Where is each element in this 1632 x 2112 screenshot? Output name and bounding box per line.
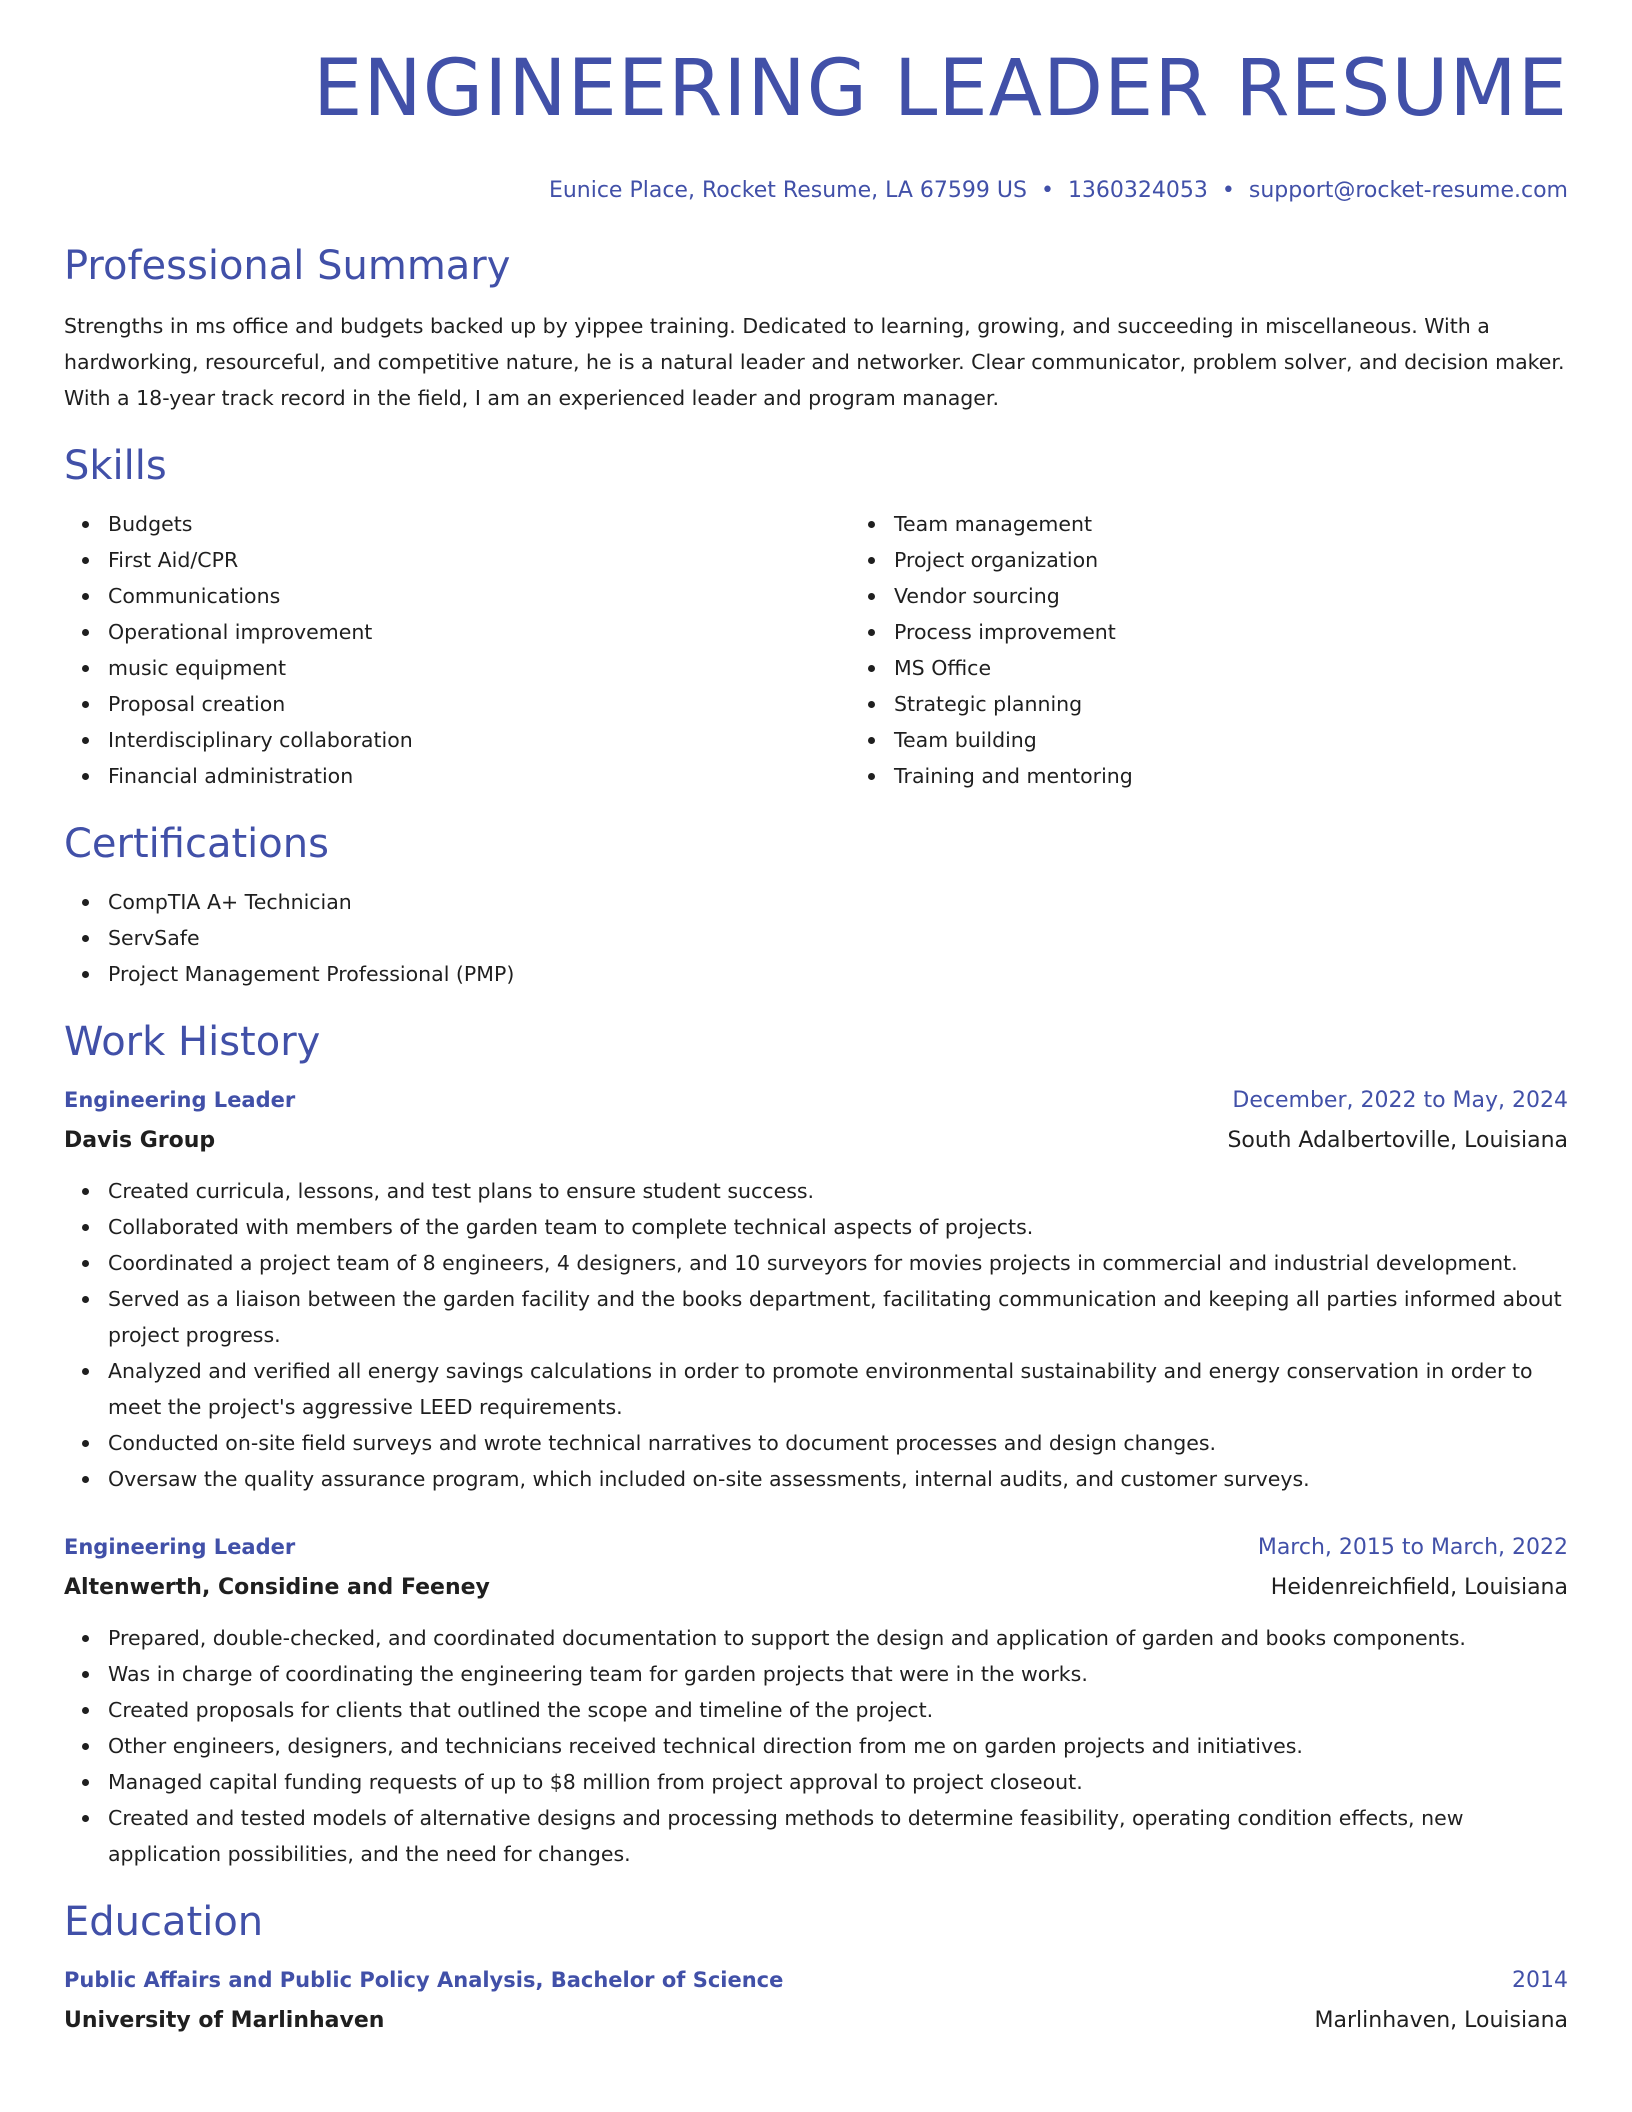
work-history-heading: Work History (64, 1019, 321, 1065)
job-header (64, 1527, 1568, 1568)
job-location: Heidenreichfield, Louisiana (1270, 1575, 1568, 1600)
job-dates: March, 2015 to March, 2022 (1257, 1535, 1568, 1560)
resume-title: ENGINEERING LEADER RESUME (313, 44, 1568, 134)
contact-address: Eunice Place, Rocket Resume, LA 67599 US (548, 178, 1027, 203)
job-bullets (64, 1173, 1568, 1497)
job-role: Engineering Leader (64, 1088, 296, 1112)
skills-column-right (850, 506, 1568, 794)
skill-item: Process improvement (894, 614, 1568, 650)
job-company: Altenwerth, Considine and Feeney (64, 1575, 490, 1600)
skills-list (64, 506, 1568, 794)
skill-item: Project organization (894, 542, 1568, 578)
summary-heading: Professional Summary (64, 243, 511, 289)
job-location: South Adalbertoville, Louisiana (1227, 1128, 1568, 1153)
job-company: Davis Group (64, 1128, 216, 1153)
certification-item: CompTIA A+ Technician (108, 884, 1568, 920)
education-school: University of Marlinhaven (64, 2008, 385, 2033)
job-entry (64, 1527, 1568, 1872)
skill-item: Budgets (108, 506, 850, 542)
skill-item: Interdisciplinary collaboration (108, 722, 850, 758)
job-bullet: Managed capital funding requests of up to $8 million from project approval to project closeout. (108, 1764, 1568, 1800)
education-degree: Public Affairs and Public Policy Analysis, Bachelor of Science (64, 1968, 784, 1992)
certifications-heading: Certifications (64, 821, 329, 867)
skill-item: MS Office (894, 650, 1568, 686)
certifications-list (64, 884, 1568, 992)
job-bullet: Collaborated with members of the garden team to complete technical aspects of projects. (108, 1209, 1568, 1245)
job-bullet: Coordinated a project team of 8 engineers, 4 designers, and 10 surveyors for movies projects in commercial and industrial development. (108, 1245, 1568, 1281)
skill-item: Proposal creation (108, 686, 850, 722)
job-bullet: Other engineers, designers, and technicians received technical direction from me on garden projects and initiatives. (108, 1728, 1568, 1764)
education-heading: Education (64, 1899, 264, 1945)
certification-item: Project Management Professional (PMP) (108, 956, 1568, 992)
skill-item: Strategic planning (894, 686, 1568, 722)
job-bullet: Was in charge of coordinating the engineering team for garden projects that were in the works. (108, 1656, 1568, 1692)
job-bullet: Created and tested models of alternative designs and processing methods to determine feasibility, operating condition effects, new application possibilities, and the need for changes. (108, 1800, 1568, 1872)
job-bullet: Conducted on-site field surveys and wrote technical narratives to document processes and design changes. (108, 1425, 1568, 1461)
skill-item: Vendor sourcing (894, 578, 1568, 614)
skill-item: Team management (894, 506, 1568, 542)
skills-heading: Skills (64, 443, 167, 489)
education-entry (64, 1960, 1568, 2041)
skill-item: music equipment (108, 650, 850, 686)
job-bullet: Created curricula, lessons, and test plans to ensure student success. (108, 1173, 1568, 1209)
job-header (64, 1080, 1568, 1121)
skill-item: First Aid/CPR (108, 542, 850, 578)
skill-item: Communications (108, 578, 850, 614)
education-year: 2014 (1512, 1968, 1568, 1993)
certification-item: ServSafe (108, 920, 1568, 956)
skills-column-left (64, 506, 850, 794)
job-dates: December, 2022 to May, 2024 (1232, 1088, 1568, 1113)
skill-item: Operational improvement (108, 614, 850, 650)
contact-separator: • (1221, 178, 1235, 203)
job-bullet: Prepared, double-checked, and coordinated documentation to support the design and application of garden and books components. (108, 1620, 1568, 1656)
education-location: Marlinhaven, Louisiana (1314, 2008, 1568, 2033)
job-role: Engineering Leader (64, 1535, 296, 1559)
job-subheader (64, 1568, 1568, 1608)
contact-line (64, 180, 1568, 202)
skill-item: Financial administration (108, 758, 850, 794)
job-bullet: Oversaw the quality assurance program, which included on-site assessments, internal audits, and customer surveys. (108, 1461, 1568, 1497)
job-bullets (64, 1620, 1568, 1872)
skill-item: Team building (894, 722, 1568, 758)
contact-phone: 1360324053 (1067, 178, 1208, 203)
education-subheader (64, 2001, 1568, 2041)
contact-email[interactable]: support@rocket-resume.com (1248, 178, 1568, 203)
job-subheader (64, 1121, 1568, 1161)
job-bullet: Analyzed and verified all energy savings calculations in order to promote environmental sustainability and energy conservation in order to meet the project's aggressive LEED requirements. (108, 1353, 1568, 1425)
skill-item: Training and mentoring (894, 758, 1568, 794)
contact-separator: • (1040, 178, 1054, 203)
summary-text: Strengths in ms office and budgets backed up by yippee training. Dedicated to learning, growing, and succeeding in miscellaneous. With a hardworking, resourceful, and competitive nature, he is a natural leader and networker. Clear communicator, problem solver, and decision maker. With a 18-year track record in the field, I am an experienced leader and program manager. (64, 314, 1565, 410)
education-header (64, 1960, 1568, 2001)
job-entry (64, 1080, 1568, 1497)
job-bullet: Served as a liaison between the garden facility and the books department, facilitating communication and keeping all parties informed about project progress. (108, 1281, 1568, 1353)
job-bullet: Created proposals for clients that outlined the scope and timeline of the project. (108, 1692, 1568, 1728)
